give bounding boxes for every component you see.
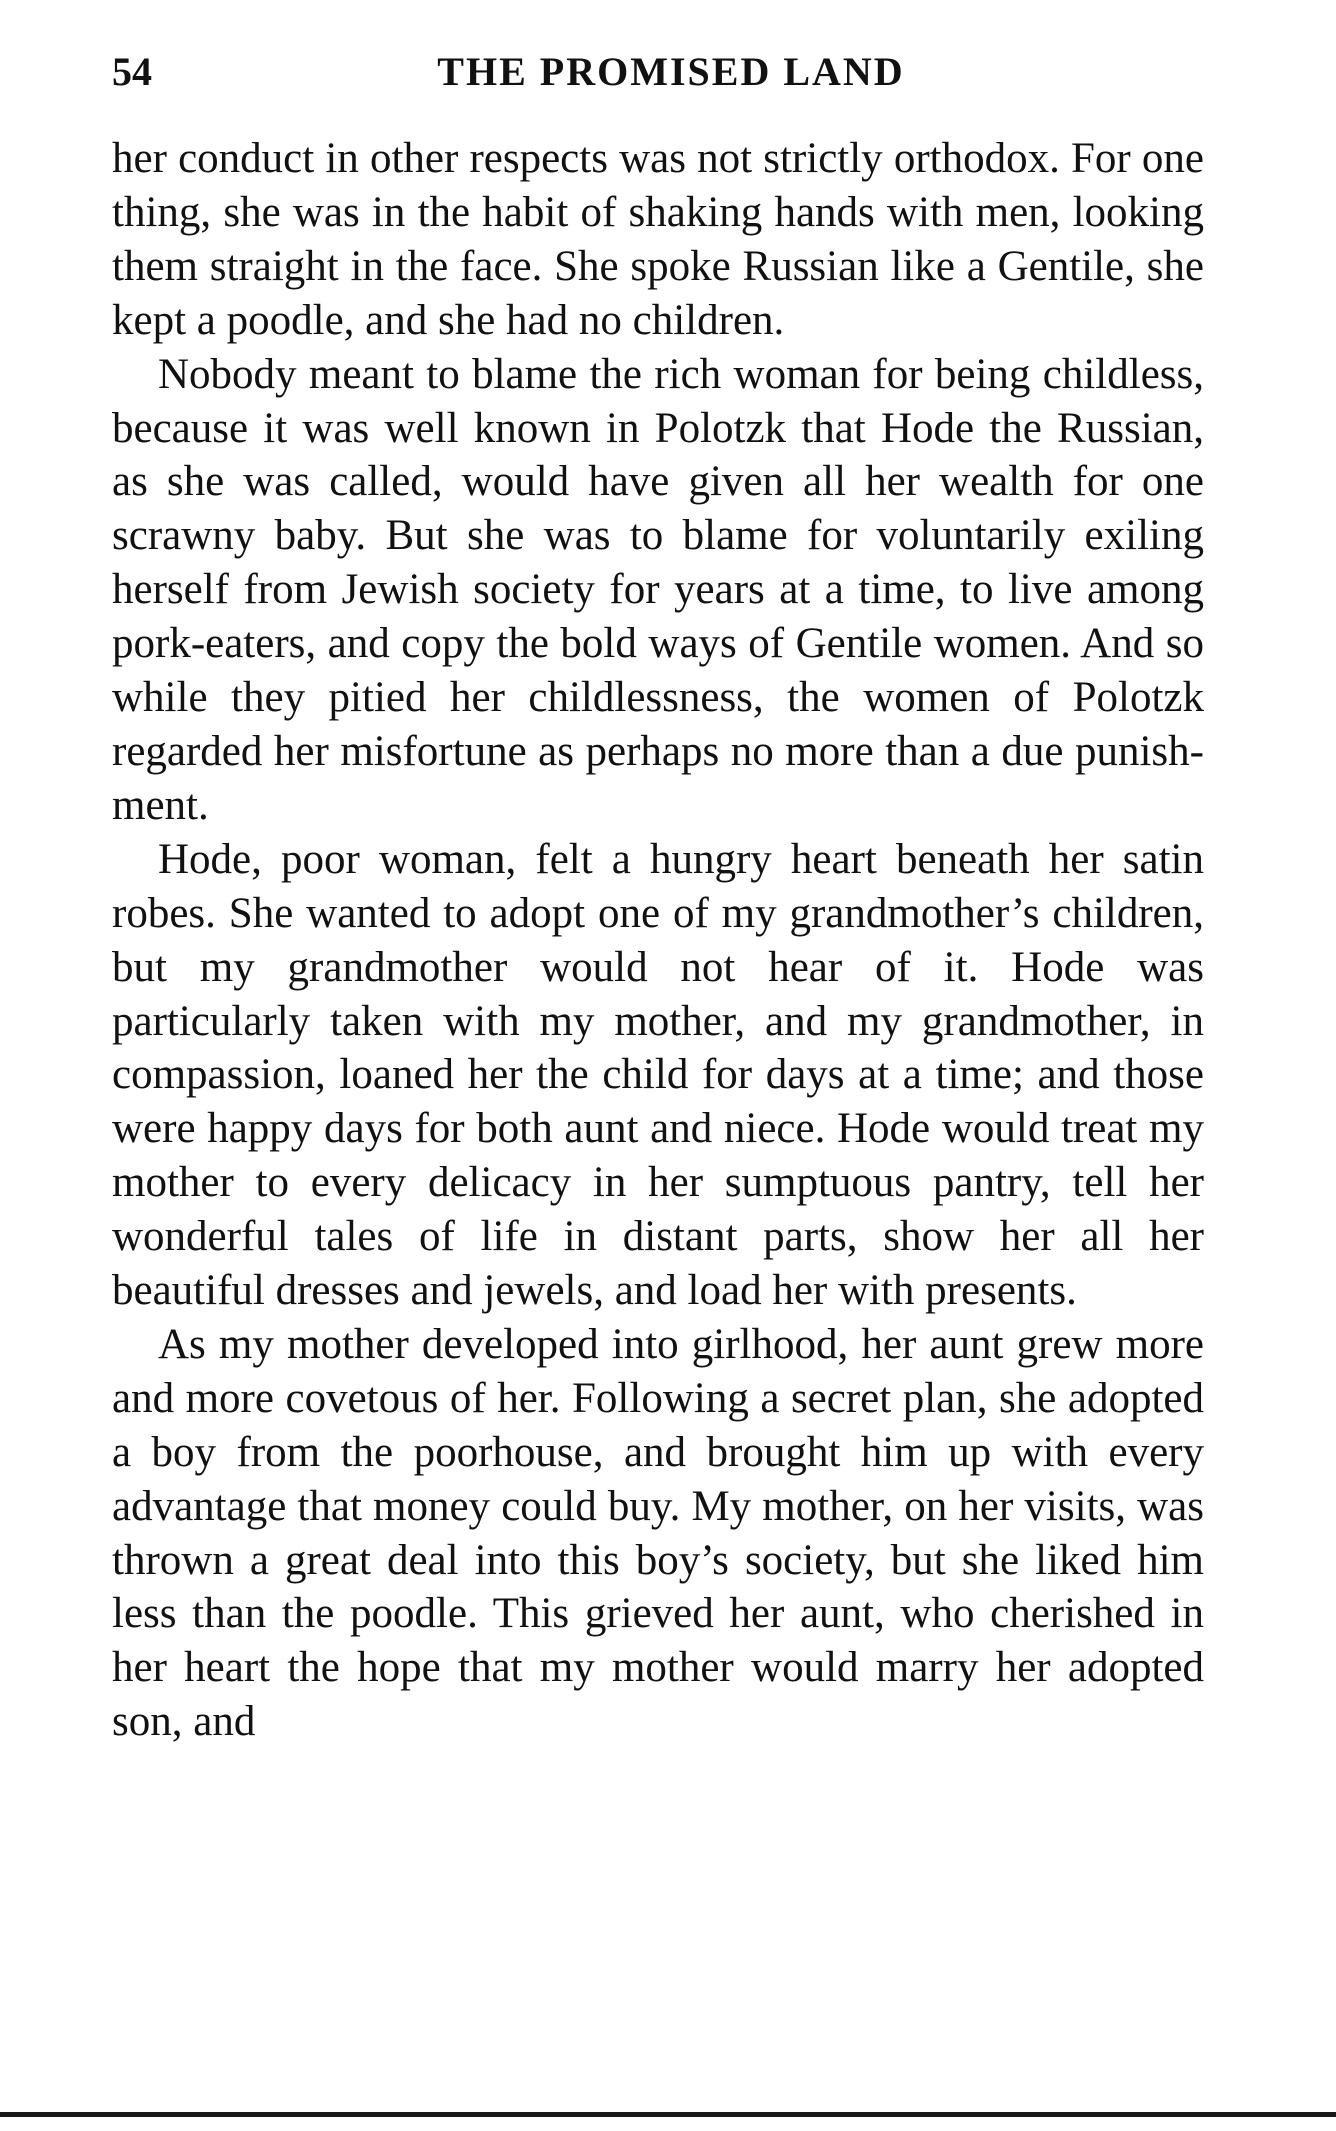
paragraph: As my mother developed into girlhood, her aunt grew more and more covetous of her. Following a secret plan, she adopted a boy from the poorhouse, and brought him up with every advantage that money could buy. My mother, on her visits, was thrown a great deal into this boy’s society, but she liked him less than the poodle. This grieved her aunt, who cherished in her heart the hope that my mother would marry her adopted son, and <box>112 1320 1204 1746</box>
running-title: THE PROMISED LAND <box>437 49 905 94</box>
footer-rule <box>0 2112 1336 2117</box>
body-text <box>112 132 1204 1749</box>
paragraph: her conduct in other respects was not strictly orthodox. For one thing, she was in the habit of shaking hands with men, looking them straight in the face. She spoke Russian like a Gentile, she kept a poodle, and she had no children. <box>112 135 1204 344</box>
page-header <box>112 42 1204 102</box>
paragraph: Hode, poor woman, felt a hungry heart beneath her satin robes. She wanted to adopt one of my grandmother’s children, but my grandmother would not hear of it. Hode was particularly taken with my mother, and my grandmother, in compassion, loaned her the child for days at a time; and those were happy days for both aunt and niece. Hode would treat my mother to every delicacy in her sumptuous pantry, tell her wonderful tales of life in distant parts, show her all her beautiful dresses and jewels, and load her with presents. <box>112 835 1204 1315</box>
page-number: 54 <box>112 49 152 94</box>
paragraph: Nobody meant to blame the rich woman for being childless, because it was well known in Polotzk that Hode the Russian, as she was called, would have given all her wealth for one scrawny baby. But she was to blame for voluntarily exiling herself from Jewish society for years at a time, to live among pork-eaters, and copy the bold ways of Gentile women. And so while they pitied her childlessness, the women of Polotzk regarded her misfortune as perhaps no more than a due punishment. <box>112 350 1204 829</box>
